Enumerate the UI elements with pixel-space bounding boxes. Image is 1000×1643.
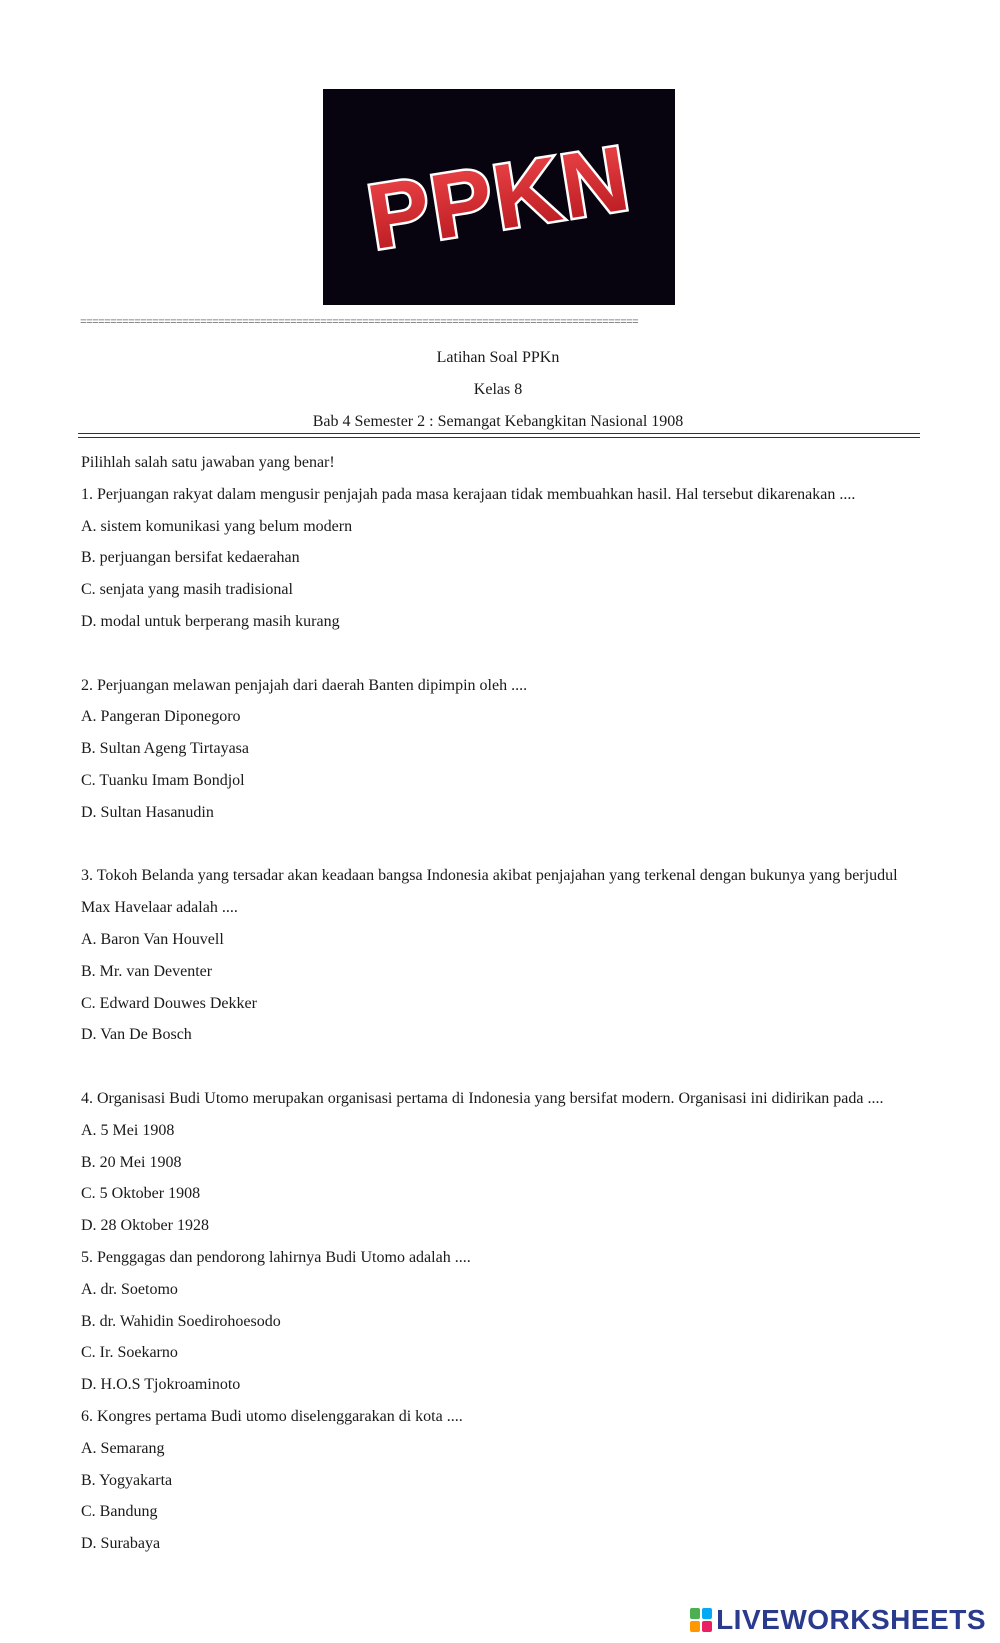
option-5b: B. dr. Wahidin Soedirohoesodo [81, 1312, 281, 1330]
equals-divider: ============================================================================================= [80, 317, 639, 329]
option-3b: B. Mr. van Deventer [81, 962, 213, 980]
option-2d: D. Sultan Hasanudin [81, 803, 214, 821]
ppkn-logo [323, 89, 675, 305]
question-6: 6. Kongres pertama Budi utomo diselenggarakan di kota .... [81, 1407, 463, 1425]
liveworksheets-brand: LIVEWORKSHEETS [716, 1604, 986, 1635]
question-5: 5. Penggagas dan pendorong lahirnya Budi Utomo adalah .... [81, 1248, 471, 1266]
option-5d: D. H.O.S Tjokroaminoto [81, 1376, 241, 1394]
option-5c: C. Ir. Soekarno [81, 1344, 178, 1362]
option-3d: D. Van De Bosch [81, 1026, 192, 1044]
worksheet-content [81, 447, 921, 1560]
option-4d: D. 28 Oktober 1928 [81, 1217, 209, 1235]
option-4a: A. 5 Mei 1908 [81, 1121, 175, 1139]
option-1c: C. senjata yang masih tradisional [81, 581, 293, 599]
liveworksheets-cubes-icon [690, 1608, 712, 1632]
option-2c: C. Tuanku Imam Bondjol [81, 771, 245, 789]
option-3c: C. Edward Douwes Dekker [81, 994, 257, 1012]
option-4c: C. 5 Oktober 1908 [81, 1185, 201, 1203]
logo-text: PPKN [360, 126, 638, 269]
option-6c: C. Bandung [81, 1503, 158, 1521]
question-3: 3. Tokoh Belanda yang tersadar akan keadaan bangsa Indonesia akibat penjajahan yang terkenal dengan bukunya yang berjudul Max Havelaar adalah .... [81, 867, 898, 917]
option-1a: A. sistem komunikasi yang belum modern [81, 517, 353, 535]
option-6d: D. Surabaya [81, 1535, 161, 1553]
option-6b: B. Yogyakarta [81, 1471, 173, 1489]
option-4b: B. 20 Mei 1908 [81, 1153, 182, 1171]
liveworksheets-logo[interactable] [690, 1605, 986, 1635]
question-1: 1. Perjuangan rakyat dalam mengusir penjajah pada masa kerajaan tidak membuahkan hasil. Hal tersebut dikarenakan .... [81, 485, 856, 503]
question-2: 2. Perjuangan melawan penjajah dari daerah Banten dipimpin oleh .... [81, 676, 528, 694]
option-2a: A. Pangeran Diponegoro [81, 708, 241, 726]
chapter-label: Bab 4 Semester 2 : Semangat Kebangkitan Nasional 1908 [312, 413, 684, 430]
option-1b: B. perjuangan bersifat kedaerahan [81, 549, 300, 567]
option-6a: A. Semarang [81, 1439, 165, 1457]
question-4: 4. Organisasi Budi Utomo merupakan organisasi pertama di Indonesia yang bersifat modern. Organisasi ini didirikan pada .... [81, 1089, 884, 1107]
option-1d: D. modal untuk berperang masih kurang [81, 612, 340, 630]
option-5a: A. dr. Soetomo [81, 1280, 178, 1298]
option-3a: A. Baron Van Houvell [81, 930, 224, 948]
instruction: Pilihlah salah satu jawaban yang benar! [81, 454, 335, 471]
page-title: Latihan Soal PPKn [436, 349, 560, 366]
double-rule [78, 433, 920, 438]
ppkn-logo-graphic [323, 89, 675, 305]
class-label: Kelas 8 [473, 381, 523, 398]
option-2b: B. Sultan Ageng Tirtayasa [81, 740, 250, 758]
